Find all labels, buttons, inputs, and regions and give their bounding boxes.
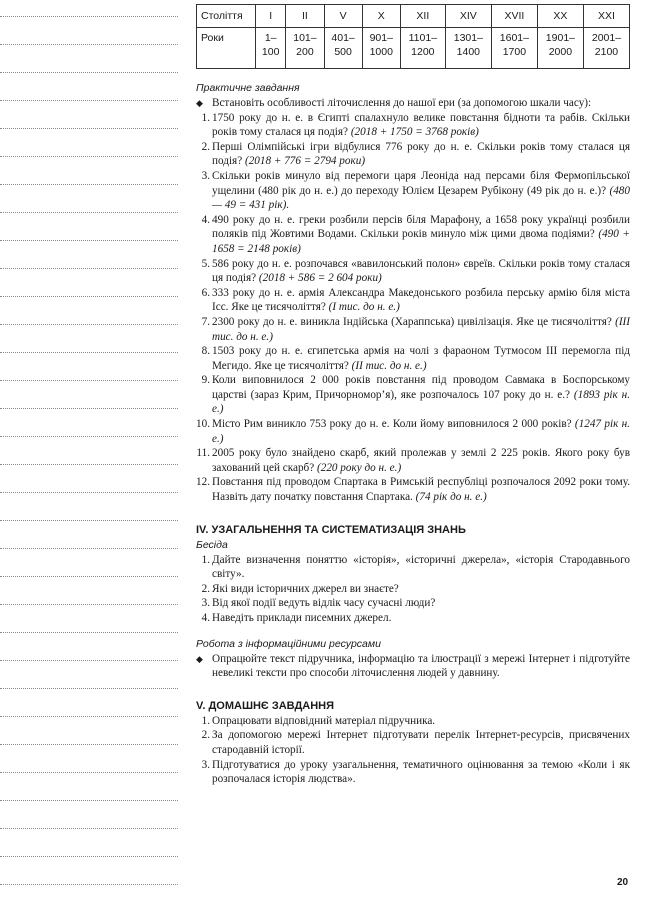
item-number: 12. bbox=[196, 476, 210, 489]
item-text: Перші Олімпійські ігри відбулися 776 року до н. е. Скільки років тому сталася ця подія? bbox=[212, 140, 630, 168]
item-answer: (III тис. до н. е.) bbox=[212, 315, 630, 343]
note-line bbox=[0, 380, 178, 381]
year-range-end: 1200 bbox=[411, 46, 435, 59]
note-line bbox=[0, 464, 178, 465]
item-answer: (74 рік до н. е.) bbox=[415, 491, 487, 504]
table-row bbox=[197, 5, 630, 28]
note-line bbox=[0, 16, 178, 17]
section-4-heading: IV. УЗАГАЛЬНЕННЯ ТА СИСТЕМАТИЗАЦІЯ ЗНАНЬ bbox=[196, 523, 466, 536]
item-text: Наведіть приклади писемних джерел. bbox=[212, 612, 392, 624]
list-item bbox=[196, 652, 630, 681]
list-item bbox=[196, 286, 630, 315]
note-line bbox=[0, 604, 178, 605]
list-item bbox=[196, 344, 630, 373]
note-line bbox=[0, 884, 178, 885]
note-line bbox=[0, 184, 178, 185]
note-line bbox=[0, 688, 178, 689]
item-answer: (1247 рік н. е.) bbox=[212, 418, 630, 445]
list-item bbox=[196, 758, 630, 787]
item-text: Підготуватися до уроку узагальнення, тематичного оцінювання за темою «Коли і як розпочалася історія людства». bbox=[212, 758, 630, 786]
item-number: 2. bbox=[201, 582, 210, 595]
item-text: 1503 року до н. е. єгипетська армія на чолі з фараоном Тутмосом III перемогла під Мегидо. Яке це тисячоліття? bbox=[212, 345, 630, 372]
list-item bbox=[196, 257, 630, 286]
list-item bbox=[196, 96, 630, 111]
page-number: 20 bbox=[617, 877, 629, 888]
row-header-centuries: Століття bbox=[197, 5, 256, 28]
table-cell: XXI bbox=[583, 5, 629, 28]
table-cell bbox=[445, 28, 491, 69]
resources-list bbox=[196, 652, 630, 681]
note-line bbox=[0, 856, 178, 857]
item-number: 1. bbox=[201, 111, 210, 124]
item-number: 3. bbox=[201, 597, 210, 610]
item-number: 8. bbox=[201, 345, 210, 358]
section-5-heading: V. ДОМАШНЄ ЗАВДАННЯ bbox=[196, 699, 335, 712]
list-item bbox=[196, 140, 630, 169]
item-text: 586 року до н. е. розпочався «вавилонський полон» євреїв. Скільки років тому сталася ця подія? bbox=[212, 257, 630, 285]
item-text: 2300 року до н. е. виникла Індійська (Хараппська) цивілізація. Яке це тисячоліття? bbox=[212, 315, 616, 328]
item-answer: (2018 + 586 = 2 604 роки) bbox=[258, 272, 382, 285]
resources-title: Робота з інформаційними ресурсами bbox=[196, 637, 381, 650]
item-text: 2005 року було знайдено скарб, який пролежав у землі 2 225 років. Якого року був захований цей скарб? bbox=[212, 447, 630, 474]
table-cell: XVII bbox=[491, 5, 537, 28]
item-number: 10. bbox=[196, 418, 210, 431]
item-text: 333 року до н. е. армія Александра Македонського розбила перську армію біля міста Ісс. Яке це тисячоліття? bbox=[212, 286, 630, 314]
table-cell bbox=[324, 28, 362, 69]
note-line bbox=[0, 492, 178, 493]
table-row bbox=[197, 28, 630, 69]
list-item bbox=[196, 714, 630, 729]
note-line bbox=[0, 716, 178, 717]
note-line bbox=[0, 324, 178, 325]
list-item bbox=[196, 169, 630, 213]
item-number: 9. bbox=[201, 374, 210, 387]
item-number: 4. bbox=[201, 213, 210, 226]
note-line bbox=[0, 632, 178, 633]
year-range-end: 200 bbox=[296, 46, 314, 59]
item-number: 3. bbox=[201, 169, 210, 182]
table-cell: I bbox=[256, 5, 286, 28]
year-range-start: 401– bbox=[331, 32, 355, 44]
homework-list bbox=[196, 714, 630, 787]
item-text: Місто Рим виникло 753 року до н. е. Коли йому виповнилося 2 000 років? bbox=[212, 418, 575, 431]
table-cell bbox=[362, 28, 400, 69]
table-cell bbox=[491, 28, 537, 69]
item-text: Дайте визначення поняттю «історія», «історичні джерела», «історія Стародавнього світу». bbox=[212, 553, 630, 581]
list-item bbox=[196, 417, 630, 446]
item-number: 6. bbox=[201, 286, 210, 299]
list-item bbox=[196, 213, 630, 257]
year-range-start: 101– bbox=[293, 32, 317, 44]
page-content bbox=[196, 4, 630, 787]
table-cell: XII bbox=[400, 5, 445, 28]
table-cell bbox=[537, 28, 583, 69]
item-answer: (2018 + 776 = 2794 роки) bbox=[244, 155, 366, 168]
table-cell: XIV bbox=[445, 5, 491, 28]
list-item bbox=[196, 446, 630, 475]
year-range-start: 1601– bbox=[499, 32, 529, 44]
note-line bbox=[0, 436, 178, 437]
year-range-start: 2001– bbox=[591, 32, 622, 44]
item-number: 4. bbox=[201, 612, 210, 624]
item-answer: (490 + 1658 = 2148 років) bbox=[212, 228, 630, 255]
discussion-list bbox=[196, 553, 630, 626]
item-answer: (I тис. до н. е.) bbox=[328, 301, 400, 314]
item-text: 1750 року до н. е. в Єгипті спалахнуло велике повстання бідноти та рабів. Скільки років тому сталася ця подія? bbox=[212, 111, 630, 139]
table-cell bbox=[286, 28, 324, 69]
year-range-start: 901– bbox=[369, 32, 393, 44]
note-line bbox=[0, 44, 178, 45]
list-item bbox=[196, 553, 630, 582]
year-range-end: 1700 bbox=[502, 46, 527, 59]
item-answer: (220 року до н. е.) bbox=[317, 461, 402, 474]
section-4-subtitle: Бесіда bbox=[196, 538, 228, 551]
year-range-end: 500 bbox=[334, 46, 352, 59]
item-number: 3. bbox=[201, 758, 210, 771]
list-item bbox=[196, 475, 630, 504]
item-answer: (480 — 49 = 431 рік). bbox=[212, 184, 630, 212]
list-item bbox=[196, 611, 630, 626]
practical-task-title: Практичне завдання bbox=[196, 82, 300, 94]
item-text: Опрацювати відповідний матеріал підручника. bbox=[212, 714, 436, 727]
note-line bbox=[0, 100, 178, 101]
item-number: 2. bbox=[201, 729, 210, 742]
year-range-end: 1000 bbox=[369, 46, 393, 59]
year-range-end: 1400 bbox=[456, 46, 481, 59]
note-line bbox=[0, 296, 178, 297]
year-range-end: 2100 bbox=[594, 46, 619, 59]
year-range-start: 1101– bbox=[408, 32, 438, 44]
note-line bbox=[0, 772, 178, 773]
item-text: За допомогою мережі Інтернет підготувати перелік Інтернет-ресурсів, присвячених стародавній історії. bbox=[212, 729, 630, 756]
year-range-start: 1301– bbox=[453, 32, 483, 44]
item-number: 11. bbox=[196, 447, 210, 460]
item-text: Від якої події ведуть відлік часу сучасні люди? bbox=[212, 597, 436, 610]
note-line bbox=[0, 576, 178, 577]
list-item bbox=[196, 596, 630, 611]
note-line bbox=[0, 660, 178, 661]
note-line bbox=[0, 800, 178, 801]
bullet-icon: ◆ bbox=[196, 653, 203, 664]
table-cell bbox=[583, 28, 629, 69]
note-line bbox=[0, 408, 178, 409]
note-line bbox=[0, 212, 178, 213]
note-line bbox=[0, 352, 178, 353]
note-line bbox=[0, 744, 178, 745]
item-answer: (II тис. до н. е.) bbox=[351, 359, 427, 372]
list-item bbox=[196, 373, 630, 417]
centuries-table bbox=[196, 4, 630, 69]
table-cell: XX bbox=[537, 5, 583, 28]
year-range-start: 1– bbox=[264, 32, 277, 44]
note-line bbox=[0, 240, 178, 241]
item-text: Які види історичних джерел ви знаєте? bbox=[212, 582, 399, 595]
list-item bbox=[196, 315, 630, 344]
list-item bbox=[196, 728, 630, 757]
table-cell bbox=[256, 28, 286, 69]
table-cell: II bbox=[286, 5, 324, 28]
practical-task-list bbox=[196, 96, 630, 505]
note-line bbox=[0, 548, 178, 549]
item-number: 1. bbox=[201, 714, 210, 727]
item-text: Коли виповнилося 2 000 років повстання під проводом Савмака в Боспорському царстві (зараз Крим, Причорномор’я), яке розпочалось 107 року до н. е.? bbox=[212, 374, 630, 401]
item-text: 490 року до н. е. греки розбили персів біля Марафону, а 1658 року українці розбили поляків під Жовтими Водами. Скільки років минуло між цими двома подіями? bbox=[212, 213, 630, 241]
year-range-end: 2000 bbox=[548, 46, 573, 59]
year-range-start: 1901– bbox=[545, 32, 575, 44]
item-answer: (1893 рік н. е.) bbox=[212, 388, 630, 416]
notes-margin bbox=[0, 0, 178, 900]
note-line bbox=[0, 72, 178, 73]
item-number: 5. bbox=[201, 257, 210, 270]
table-cell bbox=[400, 28, 445, 69]
table-cell: X bbox=[362, 5, 400, 28]
bullet-icon: ◆ bbox=[196, 98, 203, 108]
item-text: Скільки років минуло від перемоги царя Леоніда над персами біля Фермопільської ущелини (480 рік до н. е.) до переходу Юлієм Цезарем Рубікону (49 рік до н. е.)? bbox=[212, 169, 630, 197]
note-line bbox=[0, 520, 178, 521]
year-range-end: 100 bbox=[261, 46, 280, 59]
note-line bbox=[0, 268, 178, 269]
note-line bbox=[0, 828, 178, 829]
item-number: 2. bbox=[201, 140, 210, 153]
item-number: 1. bbox=[201, 553, 210, 566]
item-text: Повстання під проводом Спартака в Римській республіці розпочалося 2092 роки тому. Назвіть дату початку повстання Спартака. bbox=[212, 476, 630, 504]
item-answer: (2018 + 1750 = 3768 років) bbox=[350, 126, 479, 139]
resources-text: Опрацюйте текст підручника, інформацію та ілюстрації з мережі Інтернет і підготуйте невеликі тексти про способи літочислення людей у давнину. bbox=[212, 652, 630, 680]
item-number: 7. bbox=[201, 315, 210, 328]
list-item bbox=[196, 111, 630, 140]
list-item bbox=[196, 582, 630, 597]
note-line bbox=[0, 128, 178, 129]
practical-intro: Встановіть особливості літочислення до нашої ери (за допомогою шкали часу): bbox=[212, 97, 592, 109]
note-line bbox=[0, 156, 178, 157]
row-header-years: Роки bbox=[197, 28, 256, 69]
table-cell: V bbox=[324, 5, 362, 28]
